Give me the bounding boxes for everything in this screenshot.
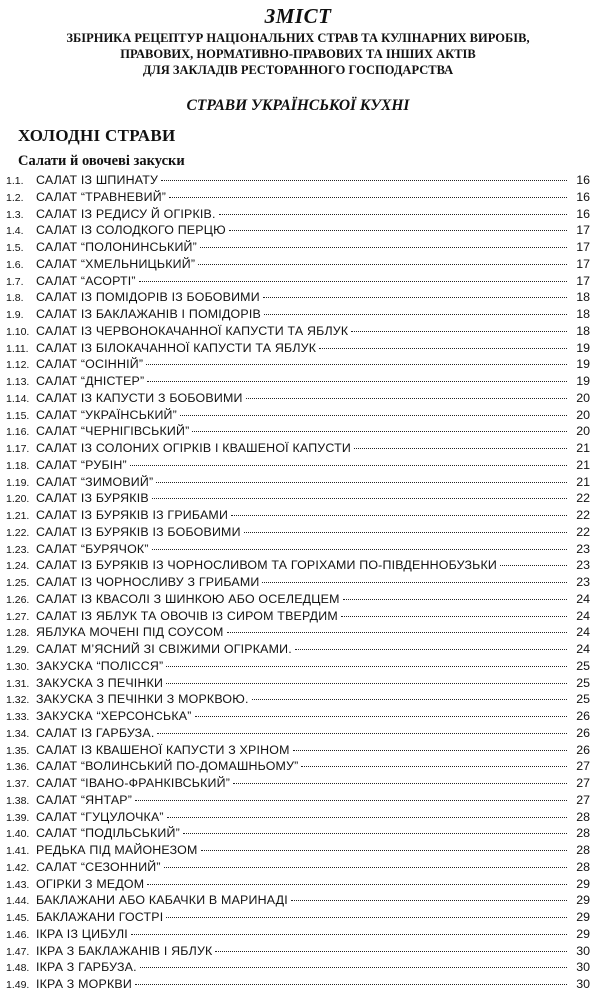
toc-entry[interactable] (6, 876, 590, 893)
toc-entry-number: 1.46. (6, 928, 30, 941)
dot-leader (262, 582, 567, 583)
toc-entry-page: 21 (576, 457, 590, 472)
toc-entry[interactable] (6, 926, 590, 943)
toc-entry-number: 1.5. (6, 242, 24, 254)
toc-entry-page: 29 (576, 910, 590, 924)
toc-entry[interactable] (6, 172, 590, 189)
dot-leader (341, 616, 567, 617)
toc-entry-page: 20 (576, 390, 590, 405)
toc-entry-page: 24 (576, 591, 590, 606)
dot-leader (200, 247, 567, 248)
toc-entry-title: ІКРА З МОРКВИ (36, 977, 132, 991)
toc-entry[interactable] (6, 742, 590, 759)
dot-leader (319, 348, 567, 349)
toc-entry-title: САЛАТ “ПОЛОНИНСЬКИЙ” (36, 240, 197, 254)
toc-entry[interactable] (6, 691, 590, 708)
dot-leader (500, 565, 567, 566)
toc-entry-number: 1.19. (6, 476, 30, 489)
dot-leader (354, 448, 567, 449)
toc-entry-number: 1.3. (6, 208, 24, 221)
dot-leader (201, 850, 567, 851)
toc-entry-title: САЛАТ ІЗ СОЛОДКОГО ПЕРЦЮ (36, 223, 226, 238)
toc-entry[interactable] (6, 557, 590, 574)
toc-entry[interactable] (6, 306, 590, 323)
toc-entry-number: 1.39. (6, 811, 30, 824)
toc-entry-number: 1.6. (6, 258, 24, 271)
dot-leader (166, 917, 567, 918)
toc-entry-title: САЛАТ “ГУЦУЛОЧКА” (36, 809, 164, 824)
toc-entry[interactable] (6, 892, 590, 909)
dot-leader (152, 549, 567, 550)
toc-entry-number: 1.30. (6, 660, 30, 673)
dot-leader (157, 733, 567, 734)
toc-entry[interactable] (6, 976, 590, 993)
toc-entry-page: 21 (576, 441, 590, 455)
toc-entry-page: 20 (576, 424, 590, 439)
toc-entry-page: 27 (576, 759, 590, 774)
toc-entry-page: 26 (576, 742, 590, 757)
dot-leader (264, 314, 567, 315)
toc-entry-number: 1.8. (6, 292, 24, 305)
toc-entry-title: ЗАКУСКА З ПЕЧІНКИ (36, 675, 164, 690)
toc-entry-title: САЛАТ ІЗ БУРЯКІВ ІЗ ГРИБАМИ (36, 508, 229, 522)
toc-entry-title: САЛАТ “ІВАНО-ФРАНКІВСЬКИЙ” (36, 776, 231, 790)
toc-entry-title: САЛАТ М’ЯСНИЙ ЗІ СВІЖИМИ ОГІРКАМИ. (36, 642, 292, 656)
toc-entry-page: 29 (576, 926, 590, 941)
toc-entry-page: 23 (576, 541, 590, 556)
toc-entry-title: ЗАКУСКА “ПОЛІССЯ” (36, 658, 164, 673)
dot-leader (215, 951, 567, 952)
toc-entry[interactable] (6, 641, 590, 658)
toc-entry-title: САЛАТ “ВОЛИНСЬКИЙ ПО-ДОМАШНЬОМУ” (36, 759, 299, 774)
toc-entry-page: 17 (576, 256, 590, 271)
toc-entry[interactable] (6, 239, 590, 256)
toc-entry[interactable] (6, 959, 590, 976)
toc-entry-title: ІКРА ІЗ ЦИБУЛІ (36, 926, 128, 941)
toc-entry-title: САЛАТ ІЗ БУРЯКІВ ІЗ БОБОВИМИ (36, 524, 241, 539)
dot-leader (252, 699, 567, 700)
toc-entry-title: БАКЛАЖАНИ ГОСТРІ (36, 910, 164, 924)
page-title: ЗМІСТ (264, 4, 332, 28)
toc-entry[interactable] (6, 943, 590, 960)
toc-entry[interactable] (6, 708, 590, 725)
toc-entry-page: 27 (576, 792, 590, 807)
dot-leader (229, 230, 567, 231)
toc-entry-number: 1.24. (6, 560, 30, 573)
toc-entry[interactable] (6, 524, 590, 541)
section-title: СТРАВИ УКРАЇНСЬКОЇ КУХНІ (186, 97, 410, 114)
toc-entry-title: САЛАТ “ЯНТАР” (36, 792, 133, 807)
toc-entry-page: 23 (576, 558, 590, 573)
toc-entry-number: 1.34. (6, 727, 30, 740)
dot-leader (233, 783, 567, 784)
toc-entry-page: 29 (576, 893, 590, 908)
toc-entry-number: 1.32. (6, 694, 30, 707)
toc-entry[interactable] (6, 189, 590, 206)
toc-entry-title: РЕДЬКА ПІД МАЙОНЕЗОМ (36, 843, 198, 857)
toc-entry-page: 18 (576, 307, 590, 321)
toc-entry-number: 1.47. (6, 945, 30, 958)
toc-entry-page: 17 (576, 223, 590, 238)
toc-entry-page: 17 (576, 240, 590, 254)
toc-entry-number: 1.35. (6, 744, 30, 757)
toc-entry-title: САЛАТ “АСОРТІ” (36, 273, 136, 288)
toc-entry-title: БАКЛАЖАНИ АБО КАБАЧКИ В МАРИНАДІ (36, 893, 288, 908)
dot-leader (135, 984, 567, 985)
toc-entry-title: САЛАТ “ЧЕРНІГІВСЬКИЙ” (36, 424, 190, 439)
toc-entry-page: 22 (576, 524, 590, 539)
toc-entry[interactable] (6, 222, 590, 239)
toc-entry-title: САЛАТ ІЗ РЕДИСУ Й ОГІРКІВ. (36, 206, 216, 221)
dot-leader (231, 515, 567, 516)
dot-leader (146, 364, 567, 365)
toc-entry-page: 16 (576, 173, 590, 187)
toc-entry-number: 1.25. (6, 577, 30, 589)
toc-entry-number: 1.12. (6, 359, 30, 372)
toc-entry-title: САЛАТ ІЗ КВАШЕНОЇ КАПУСТИ З ХРІНОМ (36, 742, 290, 757)
toc-entry-page: 29 (576, 876, 590, 891)
toc-entry-number: 1.17. (6, 443, 30, 455)
dot-leader (246, 398, 567, 399)
toc-entry-page: 24 (576, 608, 590, 623)
dot-leader (180, 415, 567, 416)
toc-entry-title: САЛАТ “ХМЕЛЬНИЦЬКИЙ” (36, 256, 196, 271)
toc-entry-number: 1.38. (6, 794, 30, 807)
toc-entry-page: 20 (576, 407, 590, 422)
toc-entry-number: 1.14. (6, 392, 30, 405)
toc-entry[interactable] (6, 775, 590, 792)
dot-leader (139, 281, 567, 282)
toc-entry-title: САЛАТ ІЗ ЧЕРВОНОКАЧАННОЇ КАПУСТИ ТА ЯБЛУК (36, 323, 349, 338)
dot-leader (166, 683, 567, 684)
toc-entry[interactable] (6, 758, 590, 775)
toc-entry-title: ЗАКУСКА З ПЕЧІНКИ З МОРКВОЮ. (36, 692, 249, 707)
toc-entry-title: ОГІРКИ З МЕДОМ (36, 876, 145, 891)
toc-entry-page: 18 (576, 323, 590, 338)
toc-entry-page: 25 (576, 675, 590, 690)
toc-entry-page: 27 (576, 776, 590, 790)
dot-leader (140, 967, 567, 968)
toc-entry-number: 1.7. (6, 275, 24, 288)
toc-entry-title: ЗАКУСКА “ХЕРСОНСЬКА” (36, 709, 192, 723)
toc-entry-number: 1.10. (6, 325, 30, 338)
dot-leader (295, 649, 567, 650)
toc-entry[interactable] (6, 859, 590, 876)
toc-entry-number: 1.43. (6, 878, 30, 891)
dot-leader (244, 532, 567, 533)
toc-entry-page: 16 (576, 189, 590, 204)
toc-entry-number: 1.1. (6, 175, 24, 187)
toc-entry[interactable] (6, 356, 590, 373)
toc-entry-number: 1.31. (6, 677, 30, 690)
toc-entry-page: 24 (576, 625, 590, 640)
toc-entry[interactable] (6, 825, 590, 842)
toc-entry-title: ІКРА З БАКЛАЖАНІВ І ЯБЛУК (36, 943, 213, 958)
dot-leader (195, 716, 567, 717)
toc-entry-page: 26 (576, 709, 590, 723)
toc-entry[interactable] (6, 289, 590, 306)
dot-leader (166, 666, 567, 667)
toc-entry-title: ІКРА З ГАРБУЗА. (36, 960, 137, 975)
dot-leader (161, 180, 567, 181)
toc-entry-page: 23 (576, 575, 590, 589)
toc-entry[interactable] (6, 675, 590, 692)
dot-leader (293, 750, 567, 751)
toc-entry-title: САЛАТ “ДНІСТЕР” (36, 374, 145, 388)
toc-entry[interactable] (6, 373, 590, 390)
subsection-heading: Салати й овочеві закуски (18, 153, 185, 169)
toc-entry-number: 1.22. (6, 526, 30, 539)
toc-entry-page: 30 (576, 943, 590, 958)
toc-entry-number: 1.48. (6, 962, 30, 975)
toc-entry-number: 1.33. (6, 711, 30, 723)
toc-entry[interactable] (6, 842, 590, 859)
toc-entry-number: 1.11. (6, 342, 29, 355)
dot-leader (219, 214, 567, 215)
toc-entry-page: 28 (576, 843, 590, 857)
toc-entry[interactable] (6, 624, 590, 641)
toc-entry[interactable] (6, 273, 590, 290)
toc-entry-page: 16 (576, 206, 590, 221)
subtitle-line-3: ДЛЯ ЗАКЛАДІВ РЕСТОРАННОГО ГОСПОДАРСТВА (142, 63, 454, 77)
toc-entry-title: САЛАТ ІЗ ШПИНАТУ (36, 173, 159, 187)
toc-entry-page: 25 (576, 658, 590, 673)
toc-entry-number: 1.15. (6, 409, 30, 422)
toc-entry-page: 30 (576, 960, 590, 975)
toc-entry-page: 28 (576, 809, 590, 824)
toc-entry[interactable] (6, 440, 590, 457)
dot-leader (263, 297, 567, 298)
toc-entry-page: 17 (576, 273, 590, 288)
toc-entry[interactable] (6, 340, 590, 357)
dot-leader (351, 331, 567, 332)
toc-entry-page: 28 (576, 859, 590, 874)
toc-entry-title: САЛАТ ІЗ КАПУСТИ З БОБОВИМИ (36, 390, 243, 405)
chapter-heading: ХОЛОДНІ СТРАВИ (18, 126, 176, 145)
toc-entry-title: САЛАТ “ОСІННІЙ” (36, 357, 144, 372)
toc-entry-page: 26 (576, 725, 590, 740)
toc-entry-number: 1.9. (6, 309, 24, 321)
toc-entry-title: САЛАТ “ПОДІЛЬСЬКИЙ” (36, 826, 180, 841)
toc-entry-page: 19 (576, 357, 590, 372)
toc-entry-number: 1.29. (6, 644, 30, 656)
toc-entry[interactable] (6, 574, 590, 591)
toc-entry-number: 1.40. (6, 828, 30, 841)
toc-entry-number: 1.16. (6, 426, 30, 439)
toc-entry-number: 1.36. (6, 761, 30, 774)
toc-entry-title: САЛАТ ІЗ СОЛОНИХ ОГІРКІВ І КВАШЕНОЇ КАПУСТИ (36, 441, 351, 455)
toc-entry-title: САЛАТ ІЗ БУРЯКІВ (36, 491, 149, 506)
toc-entry-number: 1.44. (6, 895, 30, 908)
dot-leader (130, 465, 567, 466)
toc-entry-page: 22 (576, 491, 590, 506)
dot-leader (301, 766, 567, 767)
toc-entry[interactable] (6, 658, 590, 675)
dot-leader (167, 817, 567, 818)
toc-entry[interactable] (6, 507, 590, 524)
toc-entry[interactable] (6, 390, 590, 407)
toc-entry[interactable] (6, 256, 590, 273)
toc-entry-title: САЛАТ “ЗИМОВИЙ” (36, 474, 154, 489)
toc-entry-page: 18 (576, 290, 590, 305)
toc-entry-page: 30 (576, 977, 590, 991)
toc-entry-title: САЛАТ ІЗ БУРЯКІВ ІЗ ЧОРНОСЛИВОМ ТА ГОРІХАМИ ПО-ПІВДЕННОБУЗЬКИ (36, 558, 497, 573)
toc-entry[interactable] (6, 206, 590, 223)
toc-entry[interactable] (6, 725, 590, 742)
toc-entry[interactable] (6, 323, 590, 340)
toc-entry[interactable] (6, 792, 590, 809)
toc-entry-number: 1.27. (6, 610, 30, 623)
toc-entry-title: САЛАТ “ТРАВНЕВИЙ” (36, 189, 167, 204)
dot-leader (147, 381, 567, 382)
dot-leader (343, 599, 567, 600)
dot-leader (147, 884, 567, 885)
toc-entry-number: 1.13. (6, 376, 30, 388)
toc-entry[interactable] (6, 608, 590, 625)
toc-entry-title: САЛАТ ІЗ ПОМІДОРІВ ІЗ БОБОВИМИ (36, 290, 260, 305)
toc-entry[interactable] (6, 591, 590, 608)
subtitle-line-1: ЗБІРНИКА РЕЦЕПТУР НАЦІОНАЛЬНИХ СТРАВ ТА КУЛІНАРНИХ ВИРОБІВ, (66, 31, 530, 45)
toc-entry[interactable] (6, 423, 590, 440)
toc-entry-title: САЛАТ ІЗ ЯБЛУК ТА ОВОЧІВ ІЗ СИРОМ ТВЕРДИМ (36, 608, 338, 623)
toc-entry-number: 1.18. (6, 459, 30, 472)
toc-entry-page: 21 (576, 474, 590, 489)
toc-entry-title: САЛАТ ІЗ БІЛОКАЧАННОЇ КАПУСТИ ТА ЯБЛУК (36, 340, 317, 355)
toc-entry-page: 24 (576, 642, 590, 656)
toc-entry-number: 1.37. (6, 778, 30, 790)
toc-entry-title: САЛАТ “БУРЯЧОК” (36, 541, 149, 556)
toc-entry[interactable] (6, 457, 590, 474)
toc-entry-number: 1.49. (6, 979, 30, 991)
dot-leader (164, 867, 567, 868)
toc-entry-title: САЛАТ ІЗ ГАРБУЗА. (36, 725, 155, 740)
toc-entry-title: ЯБЛУКА МОЧЕНІ ПІД СОУСОМ (36, 625, 224, 640)
toc-entry-number: 1.20. (6, 493, 30, 506)
toc-entry[interactable] (6, 909, 590, 926)
toc-entry-title: САЛАТ ІЗ ЧОРНОСЛИВУ З ГРИБАМИ (36, 575, 260, 589)
toc-entry-number: 1.2. (6, 191, 24, 204)
toc-entry[interactable] (6, 407, 590, 424)
table-of-contents (6, 172, 590, 993)
toc-entry-title: САЛАТ ІЗ КВАСОЛІ З ШИНКОЮ АБО ОСЕЛЕДЦЕМ (36, 591, 340, 606)
toc-entry-number: 1.28. (6, 627, 30, 640)
toc-entry-number: 1.45. (6, 912, 30, 924)
toc-entry[interactable] (6, 474, 590, 491)
toc-entry-page: 28 (576, 826, 590, 841)
toc-entry-title: САЛАТ “СЕЗОННИЙ” (36, 859, 161, 874)
toc-entry-page: 19 (576, 374, 590, 388)
dot-leader (291, 900, 567, 901)
toc-entry-title: САЛАТ “РУБІН” (36, 457, 127, 472)
dot-leader (198, 264, 567, 265)
toc-entry-page: 19 (576, 340, 590, 355)
toc-entry-title: САЛАТ “УКРАЇНСЬКИЙ” (36, 407, 177, 422)
dot-leader (227, 632, 567, 633)
dot-leader (169, 197, 567, 198)
toc-entry-number: 1.26. (6, 593, 30, 606)
toc-entry[interactable] (6, 541, 590, 558)
subtitle-line-2: ПРАВОВИХ, НОРМАТИВНО-ПРАВОВИХ ТА ІНШИХ АКТІВ (120, 47, 476, 61)
dot-leader (156, 482, 567, 483)
toc-entry-number: 1.23. (6, 543, 30, 556)
toc-entry-title: САЛАТ ІЗ БАКЛАЖАНІВ І ПОМІДОРІВ (36, 307, 261, 321)
dot-leader (192, 431, 567, 432)
dot-leader (183, 833, 567, 834)
toc-entry-number: 1.4. (6, 225, 24, 238)
toc-entry[interactable] (6, 809, 590, 826)
toc-entry-number: 1.41. (6, 845, 30, 857)
dot-leader (152, 498, 567, 499)
dot-leader (131, 934, 567, 935)
dot-leader (135, 800, 567, 801)
toc-entry-page: 25 (576, 692, 590, 707)
toc-entry[interactable] (6, 490, 590, 507)
toc-entry-number: 1.21. (6, 510, 30, 522)
toc-entry-number: 1.42. (6, 861, 30, 874)
toc-entry-page: 22 (576, 508, 590, 522)
